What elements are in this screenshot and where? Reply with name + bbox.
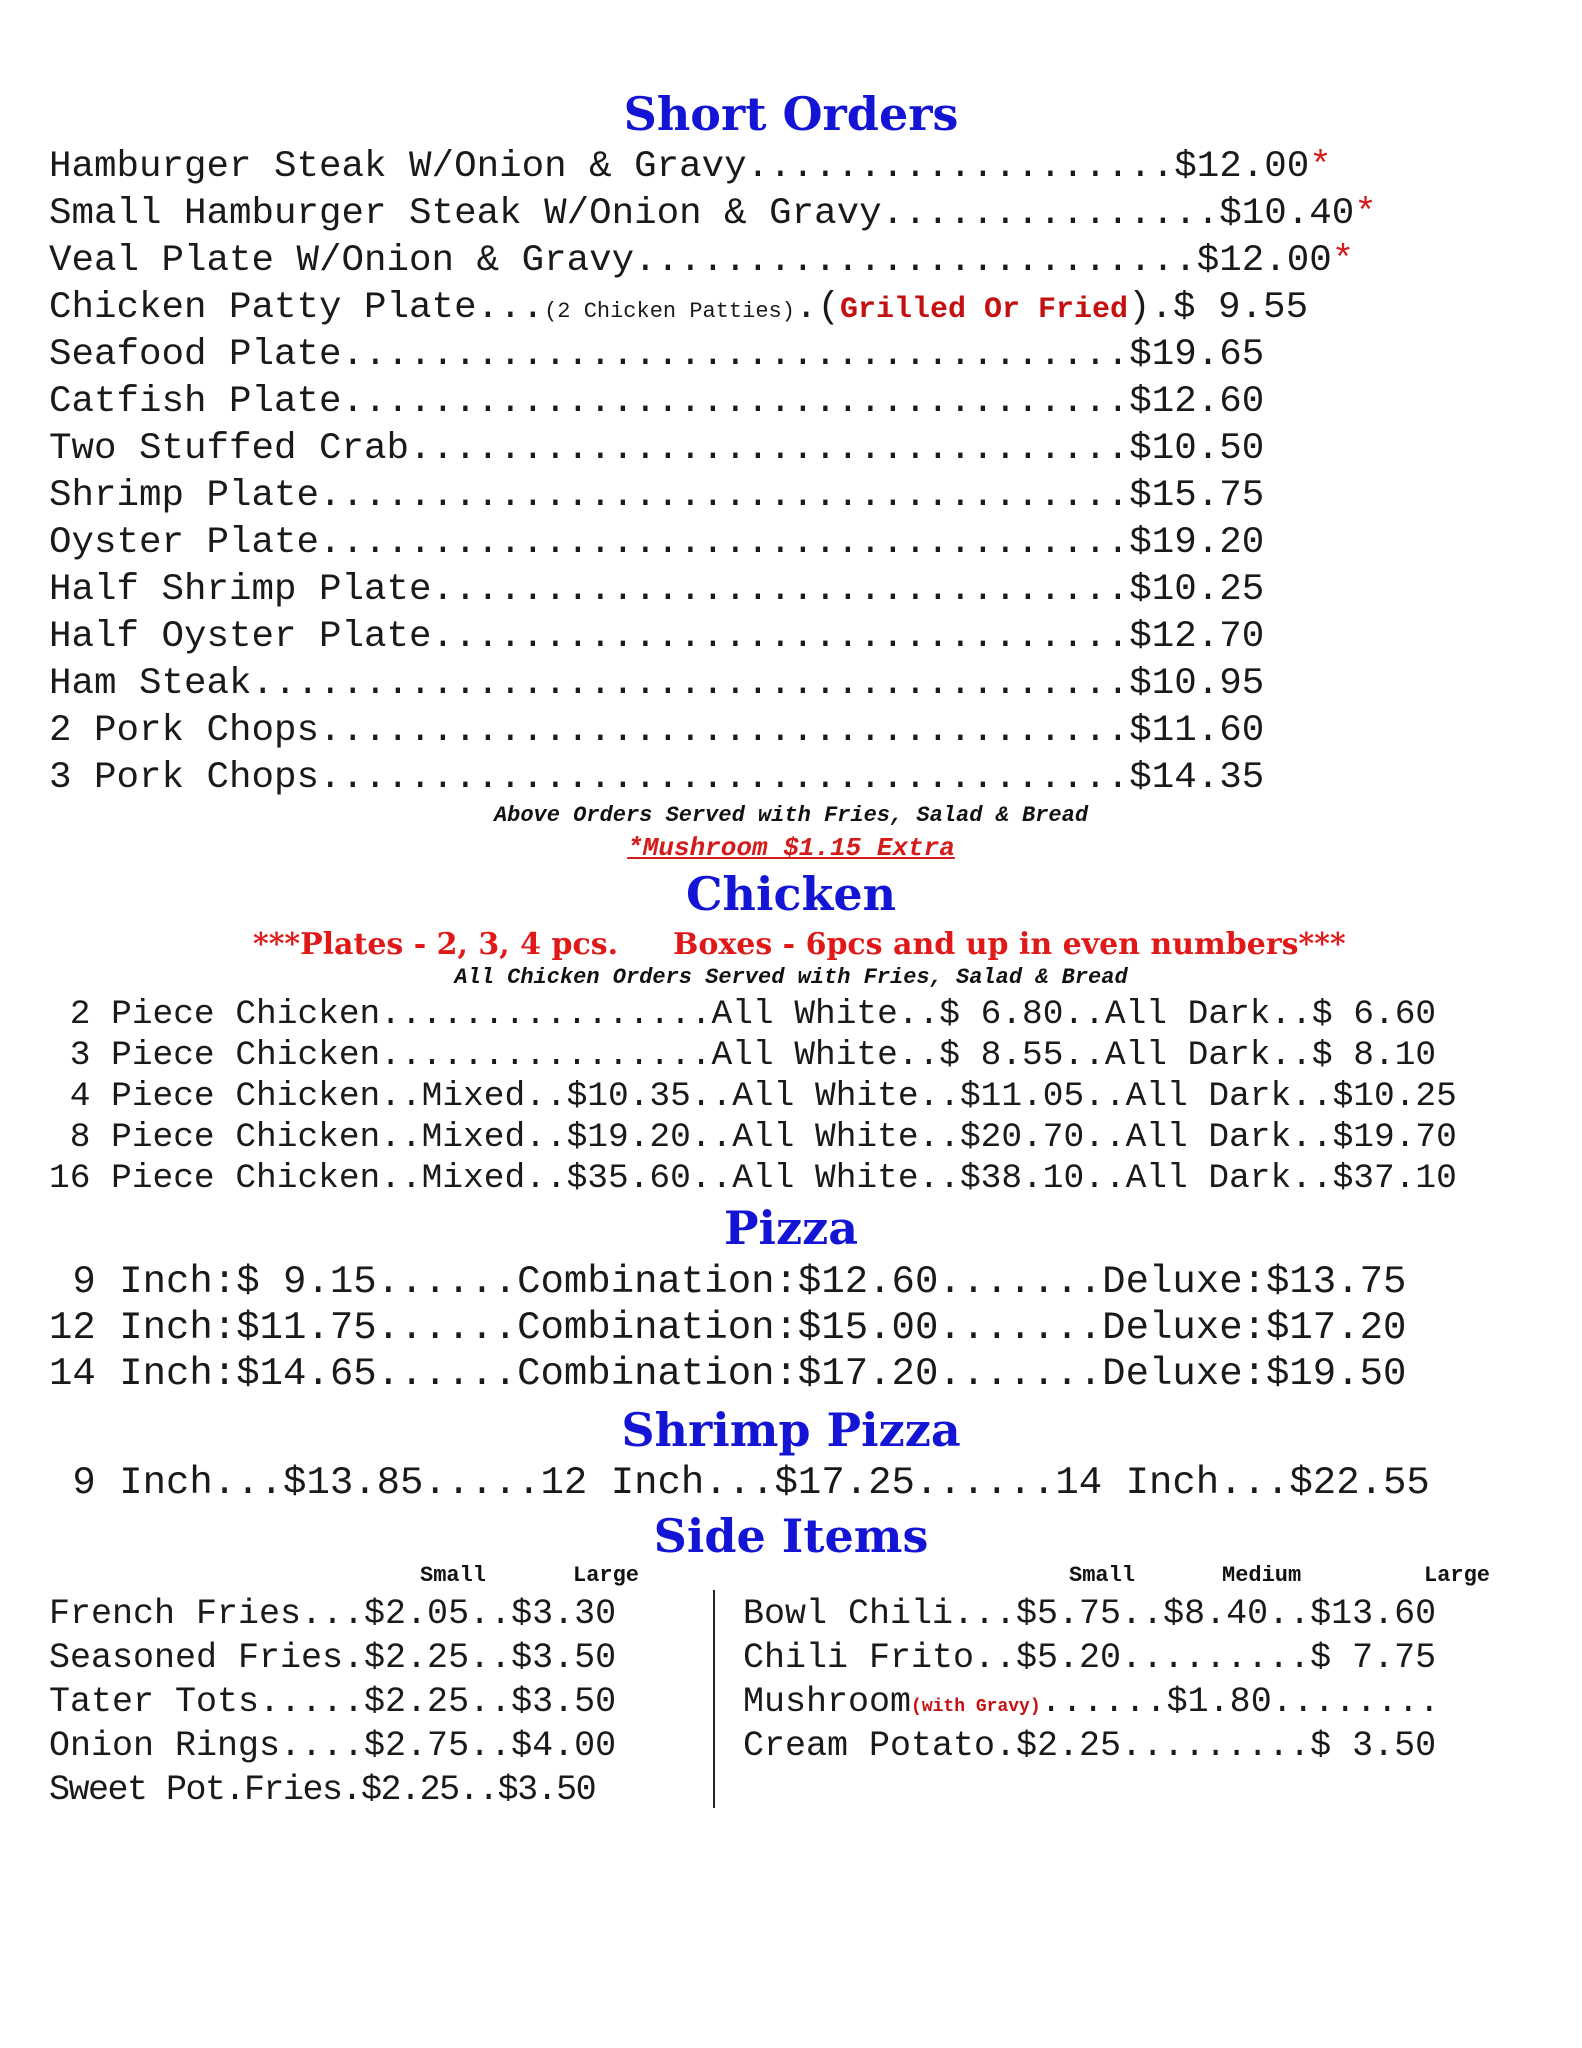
left-small-header: Small	[420, 1563, 487, 1588]
chicken-row: 16 Piece Chicken..Mixed..$35.60..All White..$38.10..All Dark..$37.10	[49, 1159, 1457, 1198]
dot-leader: ....................................	[319, 522, 1130, 564]
item-name: Chicken Patty Plate	[49, 287, 477, 329]
item-price: $10.25	[1129, 569, 1265, 611]
menu-item-row	[49, 238, 1354, 284]
item-name: Two Stuffed Crab	[49, 428, 410, 470]
dot-leader: .........................	[634, 240, 1197, 282]
short-orders-served-note: Above Orders Served with Fries, Salad & Bread	[493, 803, 1089, 828]
side-item-row: Bowl Chili...$5.75..$8.40..$13.60	[743, 1594, 1437, 1634]
dot-leader: .	[1150, 287, 1174, 329]
item-name: Veal Plate W/Onion & Gravy	[49, 240, 635, 282]
menu-item-row	[49, 661, 1264, 707]
item-name: Small Hamburger Steak W/Onion & Gravy	[49, 193, 882, 235]
short-orders-heading: Short Orders	[623, 87, 959, 141]
mushroom-extra-text: *Mushroom $1.15 Extra	[627, 833, 955, 863]
mushroom-marker: *	[1331, 240, 1355, 282]
item-price: $12.00	[1174, 146, 1310, 188]
menu-item-row	[49, 144, 1332, 190]
dot-leader: ...............................	[431, 569, 1130, 611]
pizza-row: 12 Inch:$11.75......Combination:$15.00.......Deluxe:$17.20	[49, 1306, 1407, 1350]
menu-item-row	[49, 614, 1264, 660]
pizza-heading: Pizza	[723, 1201, 859, 1255]
menu-item-row	[49, 755, 1264, 801]
dot-leader: ...................................	[341, 334, 1130, 376]
item-name: Shrimp Plate	[49, 475, 320, 517]
item-price: $12.00	[1196, 240, 1332, 282]
right-large-header: Large	[1424, 1563, 1491, 1588]
item-price: $12.70	[1129, 616, 1265, 658]
dot-leader: ....................................	[319, 475, 1130, 517]
chicken-row: 4 Piece Chicken..Mixed..$10.35..All White..$11.05..All Dark..$10.25	[49, 1077, 1457, 1116]
boxes-note: Boxes - 6pcs and up in even numbers***	[673, 927, 1346, 962]
item-price: $ 9.55	[1173, 287, 1309, 329]
dot-leader: ...............................	[431, 616, 1130, 658]
grill-option: Grilled Or Fried	[839, 293, 1129, 327]
mushroom-marker: *	[1309, 146, 1332, 188]
menu-item-row	[49, 567, 1264, 613]
item-name: 2 Pork Chops	[49, 710, 320, 752]
side-item-row: Seasoned Fries.$2.25..$3.50	[49, 1638, 617, 1678]
item-price: $10.95	[1129, 663, 1265, 705]
chicken-row: 2 Piece Chicken................All White..$ 6.80..All Dark..$ 6.60	[49, 995, 1437, 1034]
menu-item-row	[49, 191, 1377, 237]
item-price: $14.35	[1129, 757, 1265, 799]
shrimp-pizza-row: 9 Inch...$13.85.....12 Inch...$17.25......14 Inch...$22.55	[49, 1461, 1430, 1505]
item-detail: (with Gravy)	[911, 1697, 1041, 1717]
shrimp-pizza-heading: Shrimp Pizza	[621, 1403, 961, 1457]
item-price: $19.65	[1129, 334, 1265, 376]
item-detail: (2 Chicken Patties)	[544, 299, 795, 324]
column-divider	[713, 1590, 715, 1808]
right-medium-header: Medium	[1222, 1563, 1302, 1588]
plates-note: ***Plates - 2, 3, 4 pcs.	[253, 927, 619, 962]
item-name: Ham Steak	[49, 663, 252, 705]
item-name: Catfish Plate	[49, 381, 342, 423]
dot-leader: ................................	[409, 428, 1130, 470]
menu-item-row	[49, 520, 1264, 566]
menu-item-row	[49, 708, 1264, 754]
item-name: Hamburger Steak W/Onion & Gravy	[49, 146, 747, 188]
dot-leader: ....................................	[319, 710, 1130, 752]
menu-item-row	[49, 332, 1264, 378]
paren-open: (	[817, 287, 840, 329]
item-name: Half Shrimp Plate	[49, 569, 432, 611]
chicken-served-note: All Chicken Orders Served with Fries, Salad & Bread	[454, 965, 1128, 990]
item-name: Half Oyster Plate	[49, 616, 432, 658]
dot-leader: ....................................	[319, 757, 1130, 799]
left-large-header: Large	[573, 1563, 640, 1588]
side-item-row: Sweet Pot.Fries.$2.25..$3.50	[49, 1770, 596, 1810]
item-price: $11.60	[1129, 710, 1265, 752]
mushroom-row	[743, 1680, 1440, 1729]
dot-leader: .	[794, 287, 818, 329]
item-price: ......$1.80........	[1040, 1682, 1440, 1722]
dot-leader: ...	[476, 287, 545, 329]
item-price: $10.40	[1219, 193, 1355, 235]
item-price: $10.50	[1129, 428, 1265, 470]
dot-leader: ...............	[881, 193, 1220, 235]
dot-leader: ...................	[746, 146, 1175, 188]
item-price: $15.75	[1129, 475, 1265, 517]
pizza-row: 14 Inch:$14.65......Combination:$17.20.......Deluxe:$19.50	[49, 1352, 1407, 1396]
dot-leader: .......................................	[251, 663, 1130, 705]
side-item-row: Tater Tots.....$2.25..$3.50	[49, 1682, 617, 1722]
menu-item-row	[49, 473, 1264, 519]
side-item-row: Cream Potato.$2.25.........$ 3.50	[743, 1726, 1437, 1766]
item-price: $12.60	[1129, 381, 1265, 423]
menu-item-row	[49, 426, 1264, 472]
item-name: Oyster Plate	[49, 522, 320, 564]
right-small-header: Small	[1069, 1563, 1136, 1588]
menu-item-row	[49, 379, 1264, 425]
item-name: Mushroom	[743, 1682, 912, 1722]
chicken-row: 3 Piece Chicken................All White..$ 8.55..All Dark..$ 8.10	[49, 1036, 1437, 1075]
dot-leader: ...................................	[341, 381, 1130, 423]
item-name: Seafood Plate	[49, 334, 342, 376]
side-items-heading: Side Items	[653, 1509, 929, 1563]
side-item-row: Chili Frito..$5.20.........$ 7.75	[743, 1638, 1437, 1678]
mushroom-marker: *	[1354, 193, 1377, 235]
item-price: $19.20	[1129, 522, 1265, 564]
paren-close: )	[1128, 287, 1151, 329]
chicken-row: 8 Piece Chicken..Mixed..$19.20..All White..$20.70..All Dark..$19.70	[49, 1118, 1457, 1157]
side-item-row: Onion Rings....$2.75..$4.00	[49, 1726, 617, 1766]
side-item-row: French Fries...$2.05..$3.30	[49, 1594, 617, 1634]
item-name: 3 Pork Chops	[49, 757, 320, 799]
pizza-row: 9 Inch:$ 9.15......Combination:$12.60.......Deluxe:$13.75	[49, 1260, 1407, 1304]
chicken-heading: Chicken	[685, 867, 897, 921]
chicken-patty-row	[49, 285, 1308, 335]
mushroom-extra-note	[0, 832, 1582, 864]
